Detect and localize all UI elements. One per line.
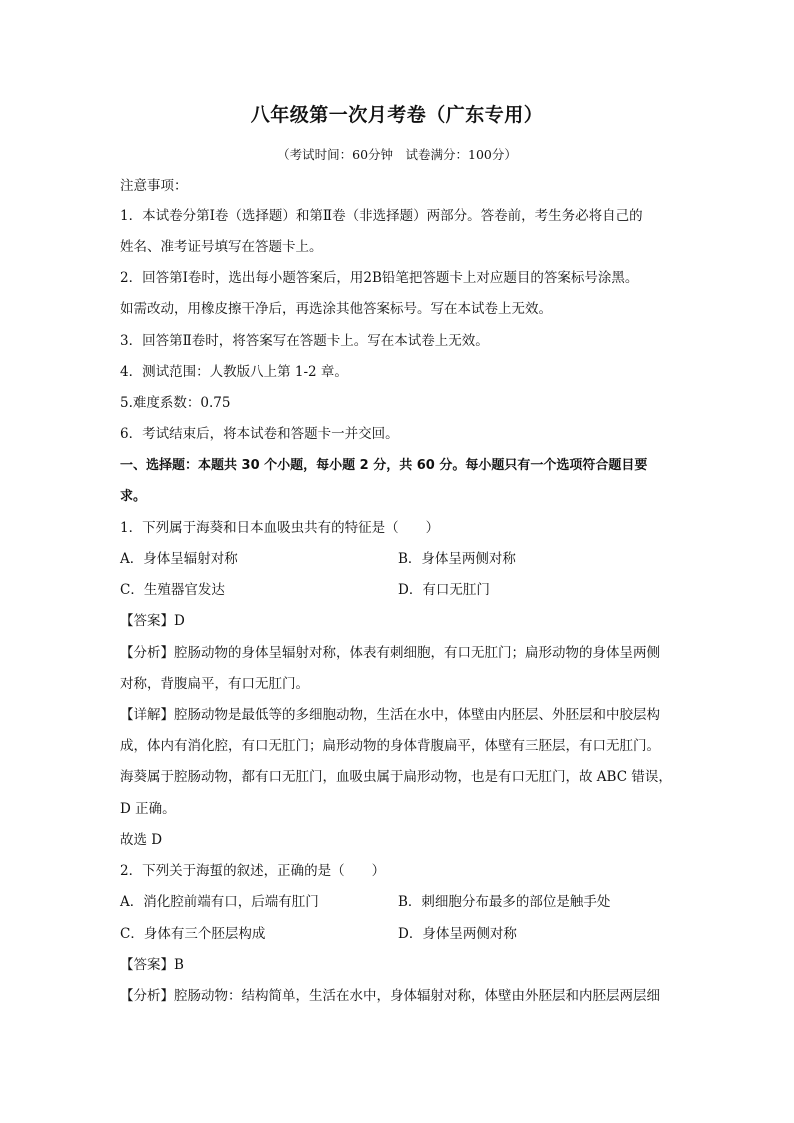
exam-title: 八年级第一次月考卷（广东专用） bbox=[250, 104, 544, 126]
note-2-line-2: 如需改动，用橡皮擦干净后，再选涂其他答案标号。写在本试卷上无效。 bbox=[120, 301, 552, 317]
question-1-option-b: B．身体呈两侧对称 bbox=[398, 551, 516, 567]
question-1-analysis-line-2: 对称，背腹扁平，有口无肛门。 bbox=[120, 676, 309, 692]
exam-subtitle: （考试时间：60分钟 试卷满分：100分） bbox=[277, 147, 517, 162]
question-1-option-a: A．身体呈辐射对称 bbox=[120, 551, 238, 567]
note-5: 5.难度系数：0.75 bbox=[120, 395, 231, 411]
question-1-detail-line-2: 成，体内有消化腔，有口无肛门；扁形动物的身体背腹扁平，体壁有三胚层，有口无肛门。 bbox=[120, 738, 660, 754]
question-1-detail-line-3: 海葵属于腔肠动物，都有口无肛门，血吸虫属于扁形动物，也是有口无肛门，故 ABC 错误， bbox=[120, 769, 672, 785]
note-1-line-1: 1．本试卷分第Ⅰ卷（选择题）和第Ⅱ卷（非选择题）两部分。答卷前，考生务必将自己的 bbox=[120, 208, 643, 224]
note-2-line-1: 2．回答第Ⅰ卷时，选出每小题答案后，用2B铅笔把答题卡上对应题目的答案标号涂黑。 bbox=[120, 270, 639, 286]
section-1-heading-line-1: 一、选择题：本题共 30 个小题，每小题 2 分，共 60 分。每小题只有一个选项符合题目要 bbox=[120, 458, 648, 473]
question-1-stem: 1．下列属于海葵和日本血吸虫共有的特征是（ ） bbox=[120, 520, 440, 536]
question-2-analysis-line-1: 【分析】腔肠动物：结构简单，生活在水中，身体辐射对称，体壁由外胚层和内胚层两层细 bbox=[120, 988, 660, 1004]
question-1-option-d: D．有口无肛门 bbox=[398, 582, 490, 598]
question-1-conclusion: 故选 D bbox=[120, 832, 163, 848]
question-1-detail-line-1: 【详解】腔肠动物是最低等的多细胞动物，生活在水中，体壁由内胚层、外胚层和中胶层构 bbox=[120, 707, 660, 723]
note-6: 6．考试结束后，将本试卷和答题卡一并交回。 bbox=[120, 426, 399, 442]
notes-heading: 注意事项： bbox=[120, 178, 188, 194]
question-2-answer: 【答案】B bbox=[120, 957, 184, 973]
question-2-option-b: B．刺细胞分布最多的部位是触手处 bbox=[398, 894, 611, 910]
question-2-option-a: A．消化腔前端有口，后端有肛门 bbox=[120, 894, 319, 910]
question-2-option-d: D．身体呈两侧对称 bbox=[398, 926, 517, 942]
question-1-detail-line-4: D 正确。 bbox=[120, 801, 176, 817]
question-2-stem: 2．下列关于海蜇的叙述，正确的是（ ） bbox=[120, 863, 386, 879]
question-1-option-c: C．生殖器官发达 bbox=[120, 582, 225, 598]
question-2-option-c: C．身体有三个胚层构成 bbox=[120, 926, 266, 942]
section-1-heading-line-2: 求。 bbox=[120, 489, 147, 504]
note-1-line-2: 姓名、准考证号填写在答题卡上。 bbox=[120, 239, 323, 255]
note-4: 4．测试范围：人教版八上第 1-2 章。 bbox=[120, 364, 348, 380]
question-1-analysis-line-1: 【分析】腔肠动物的身体呈辐射对称，体表有刺细胞，有口无肛门；扁形动物的身体呈两侧 bbox=[120, 645, 660, 661]
note-3: 3．回答第Ⅱ卷时，将答案写在答题卡上。写在本试卷上无效。 bbox=[120, 333, 489, 349]
question-1-answer: 【答案】D bbox=[120, 613, 185, 629]
